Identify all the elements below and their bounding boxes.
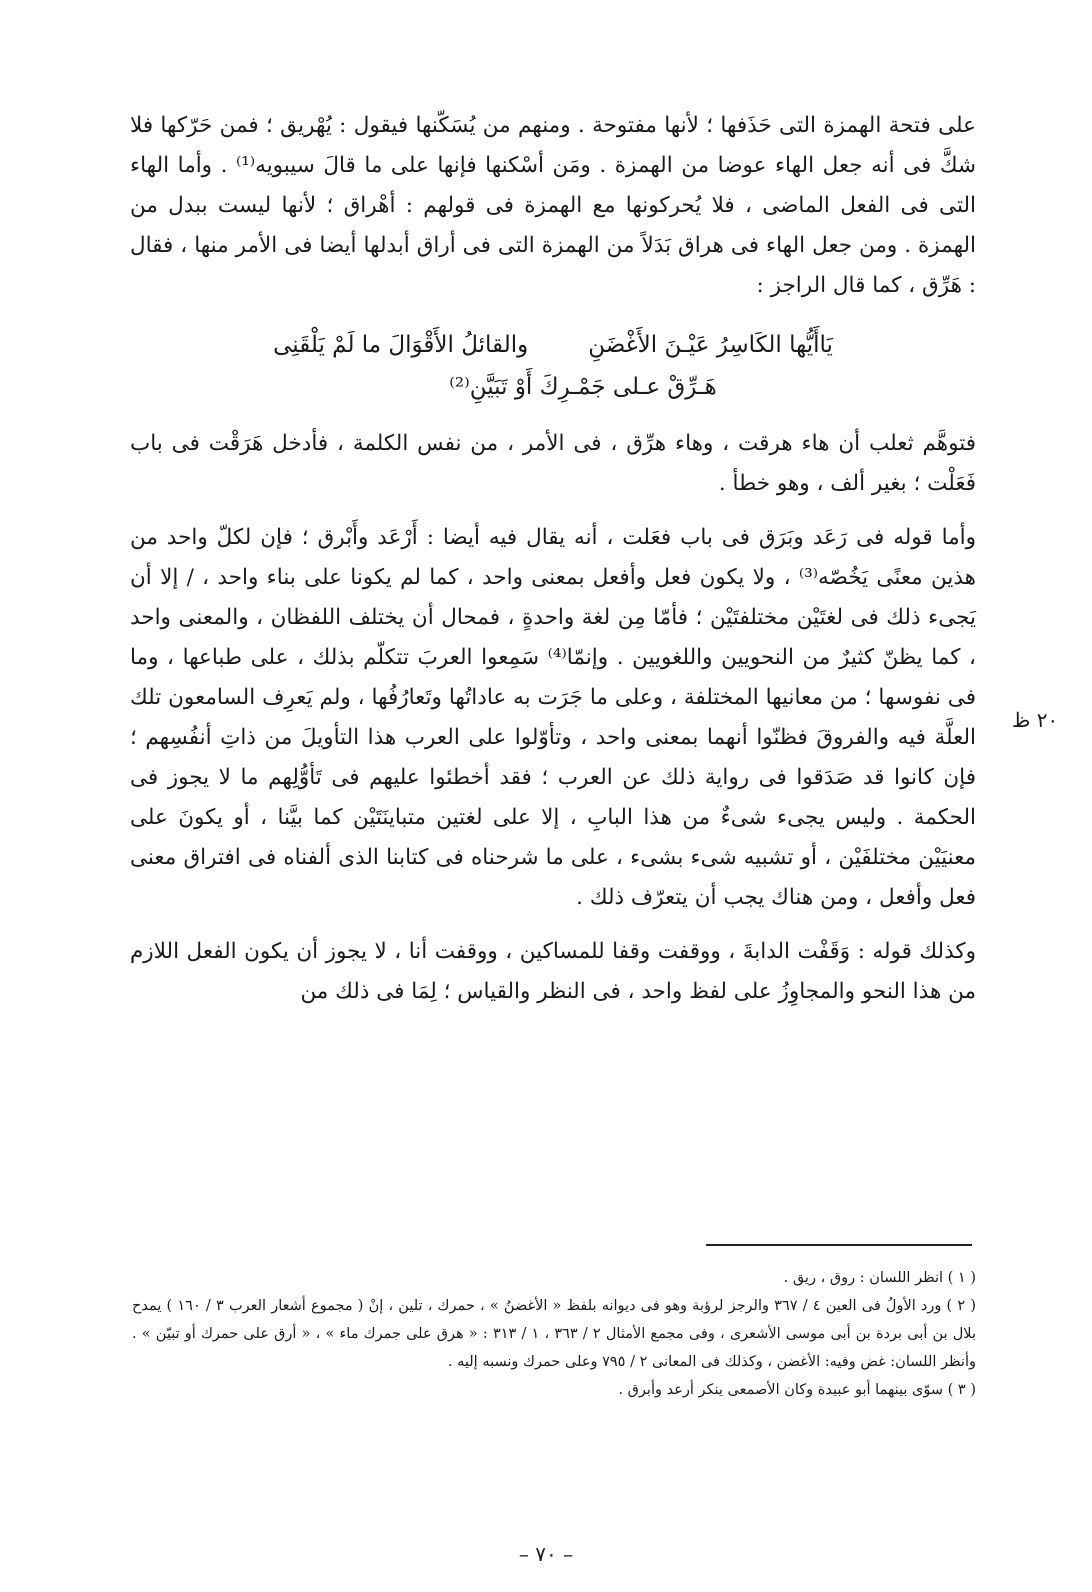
verse-line-2 [130,366,976,408]
verse-hemistich-1: يَاأَيُّها الكَاسِرُ عَيْـنَ الأَغْضَنِ [588,332,833,358]
verse-line-1 [130,324,976,366]
paragraph-after-verse: فتوهَّم ثعلب أن هاء هرقت ، وهاء هرِّق ، فى الأمر ، من نفس الكلمة ، فأدخل هَرَقْت فى باب فَعَلْت ؛ بغير ألف ، وهو خطأ . [130,431,976,496]
footnote-2: ( ٢ ) ورد الأولُ فى العين ٤ / ٣٦٧ والرجز لرؤبة وهو فى ديوانه بلفظ « الأغضنُ » ، حمرك ، تلين ، إنْ ( مجموع أشعار العرب ٣ / ١٦٠ ) يمدح بلال بن أبى بردة بن أبى موسى الأشعرى ، وفى مجمع الأمثال ٢ / ٣٦٣ ، ١ / ٣١٣ : « هرق على جمرك ماء » ، « أرق على حمرك أو تبيّن » . وأنظر اللسان: غض وفيه: الأغضن ، وكذلك فى المعانى ٢ / ٧٩٥ وعلى حمرك ونسبه إليه . [132,1298,976,1370]
paragraph-1: على فتحة الهمزة التى حَذَفها ؛ لأنها مفتوحة . ومنهم من يُسَكّنها فيقول : يُهْريق ؛ فمن حَرّكها فلا شكَّ فى أنه جعل الهاء عوضا من الهمزة . ومَن أسْكنها فإنها على ما قالَ سيبويه⁽¹⁾ . وأما الهاء التى فى الفعل الماضى ، فلا يُحركونها مع الهمزة فى قولهم : أهْراق ؛ لأنها ليست ببدل من الهمزة . ومن جعل الهاء فى هراق بَدَلاً من الهمزة التى فى أراق أبدلها أيضا فى الأمر منها ، فقال : هَرِّق ، كما قال الراجز : [130,113,976,298]
footnotes [132,1264,976,1404]
footnote-3: ( ٣ ) سوّى بينهما أبو عبيدة وكان الأصمعى ينكر أرعد وأبرق . [618,1382,976,1398]
paragraph-3: وكذلك قوله : وَقَفْت الدابةَ ، ووقفت وقفا للمساكين ، ووقفت أنا ، لا يجوز أن يكون الفعل اللازم من هذا النحو والمجاوِزُ على لفظ واحد ، فى النظر والقياس ؛ لِمَا فى ذلك من [130,939,976,1004]
footnote-1: ( ١ ) انظر اللسان : روق ، ريق . [783,1270,976,1286]
footnote-divider [706,1244,972,1246]
verse-hemistich-2: والقائلُ الأَقْوَالَ ما لَمْ يَلْقَنِى [273,332,529,358]
verse-hemistich-3: هَـرِّقْ عـلى جَمْـرِكَ أَوْ تَبَيَّنِ⁽²⁾ [449,374,717,400]
page-number: – ٧٠ – [518,1542,574,1566]
paragraph-2: وأما قوله فى رَعَد وبَرَق فى باب فعَلت ، أنه يقال فيه أيضا : أَرْعَد وأَبْرق ؛ فإن لكلّ واحد من هذين معنًى يَخُصّه⁽³⁾ ، ولا يكون فعل وأفعل بمعنى واحد ، كما لم يكونا على بناء واحد ، / إلا أن يَجىء ذلك فى لغتَيْن مختلفتَيْن ؛ فأمّا مِن لغة واحدةٍ ، فمحال أن يختلف اللفظان ، والمعنى واحد ، كما يظنّ كثيرٌ من النحويين واللغويين . وإنمّا⁽⁴⁾ سَمِعوا العربَ تتكلّم بذلك ، على طباعها ، وما فى نفوسها ؛ من معانيها المختلفة ، وعلى ما جَرَت به عاداتُها وتَعارُفُها ، ولم يَعرِف السامعون تلك العلَّة فيه والفروقَ فظنّوا أنهما بمعنى واحد ، وتأوّلوا على العرب هذا التأويلَ من ذاتِ أنفُسِهم ؛ فإن كانوا قد صَدَقوا فى رواية ذلك عن العرب ؛ فقد أخطئوا عليهم فى تَأوُّلِهم ما لا يجوز فى الحكمة . وليس يجىء شىءٌ من هذا البابِ ، إلا على لغتين متباينَتَيْن كما بيَّنا ، أو يكونَ على معنيَيْن مختلفَيْن ، أو تشبيه شىء بشىء ، على ما شرحناه فى كتابنا الذى ألفناه فى افتراق معنى فعل وأفعل ، ومن هناك يجب أن يتعرّف ذلك . [130,525,976,910]
verse-block [130,324,976,408]
main-text [130,106,976,1012]
margin-folio-note: ٢٠ ظ [1011,708,1059,732]
